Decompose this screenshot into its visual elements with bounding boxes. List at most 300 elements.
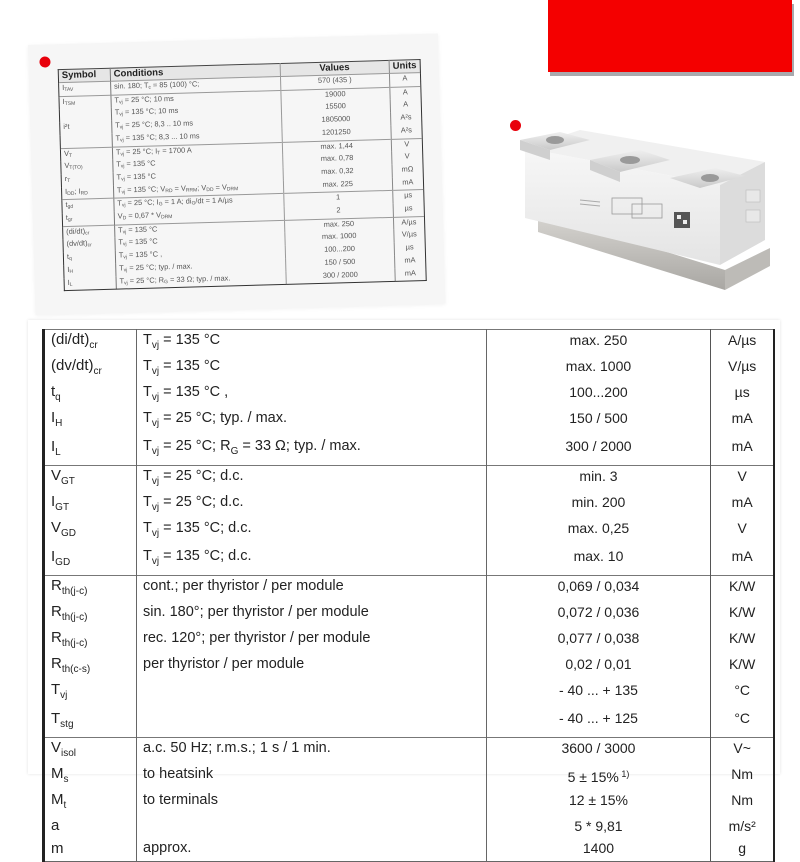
conditions-cell — [137, 680, 487, 706]
text-part: approx. — [143, 840, 192, 856]
text-part: = 85 (100) °C; — [150, 79, 200, 90]
text-part: 100...200 — [569, 384, 628, 400]
header-symbol: Symbol — [58, 68, 110, 82]
text-part: T — [116, 185, 122, 195]
table-row — [44, 790, 775, 816]
thumbnail-table-body — [59, 73, 427, 291]
subscript: GT — [55, 502, 70, 513]
subscript: G — [191, 200, 196, 207]
subscript: cr — [93, 366, 102, 377]
value-cell — [486, 706, 711, 738]
text-part: T — [114, 107, 120, 118]
text-part: a.c. 50 Hz; r.m.s.; 1 s / 1 min. — [143, 740, 331, 756]
text-part: = 1 A; di — [162, 196, 192, 207]
subscript: vj — [120, 137, 124, 144]
text-part: 15500 — [325, 101, 346, 112]
text-part: = 25 °C; R — [127, 274, 165, 285]
conditions-cell — [137, 544, 487, 576]
symbol-cell — [44, 738, 137, 765]
unit-cell: V~ — [711, 738, 774, 765]
text-part: I — [62, 96, 65, 106]
unit-cell: V — [711, 518, 774, 544]
subscript: vj — [151, 528, 160, 539]
text-part: sin. 180; T — [113, 80, 149, 91]
text-part: T — [116, 159, 121, 169]
text-part: = 135 °C , — [159, 384, 229, 400]
text-part: sin. 180°; per thyristor / per module — [143, 604, 369, 620]
text-part: T — [116, 172, 122, 182]
unit-cell: A — [389, 73, 421, 88]
value-cell — [486, 654, 711, 680]
text-part: 1 — [335, 192, 341, 202]
text-part: V — [117, 211, 123, 221]
text-part: T — [115, 120, 120, 130]
subscript: vj — [151, 366, 160, 377]
text-part: 5 * 9,81 — [574, 818, 623, 834]
subscript: GD — [55, 557, 71, 568]
text-part: T — [143, 548, 152, 564]
spec-table — [42, 329, 775, 862]
symbol-cell — [44, 790, 137, 816]
text-part: T — [119, 275, 125, 286]
conditions-cell — [137, 654, 487, 680]
subscript: vj — [151, 340, 160, 351]
text-part: T — [143, 358, 152, 374]
text-part: 0,072 / 0,036 — [557, 604, 640, 620]
unit-cell: K/W — [711, 602, 774, 628]
text-part: V — [51, 467, 62, 484]
symbol-cell — [44, 544, 137, 576]
value-cell — [486, 544, 711, 576]
subscript: TAV — [64, 86, 74, 94]
conditions-cell — [137, 408, 487, 434]
text-part: = 135 °C — [126, 224, 158, 235]
table-row — [44, 602, 775, 628]
text-part: min. 200 — [571, 494, 626, 510]
subscript: vj — [124, 279, 128, 286]
subscript: vj — [121, 202, 126, 209]
conditions-cell — [137, 434, 487, 466]
subscript: stg — [60, 719, 74, 730]
subscript: vj — [151, 556, 160, 567]
subscript: GD — [61, 528, 77, 539]
unit-cell: mA — [711, 408, 774, 434]
value-cell — [486, 330, 711, 357]
unit-cell: °C — [711, 706, 774, 738]
unit-cell: mA — [711, 544, 774, 576]
table-row — [44, 382, 775, 408]
text-part: I — [67, 264, 70, 274]
text-part: V — [51, 519, 62, 536]
symbol-cell — [44, 518, 137, 544]
symbol-cell — [44, 816, 137, 836]
table-row — [44, 764, 775, 790]
symbol-cell — [44, 408, 137, 434]
subscript: G — [230, 446, 239, 457]
symbol-cell — [44, 576, 137, 603]
text-part: = 135 °C; d.c. — [159, 520, 252, 536]
value-cell — [486, 408, 711, 434]
conditions-cell — [137, 382, 487, 408]
subscript: c — [148, 84, 152, 91]
header-conditions: Conditions — [110, 63, 280, 81]
text-part: T — [51, 710, 61, 727]
text-part: /dt = 1 A/µs — [195, 195, 233, 206]
text-part: V — [63, 148, 70, 158]
text-part: T — [114, 95, 120, 105]
symbol-cell — [44, 434, 137, 466]
subscript: L — [69, 281, 73, 288]
text-part: max. 0,25 — [567, 520, 630, 536]
value-cell — [486, 492, 711, 518]
text-part: t — [66, 252, 70, 262]
subscript: vj — [118, 99, 123, 106]
symbol-cell — [44, 680, 137, 706]
text-part: = 25 °C; 10 ms — [122, 93, 174, 105]
unit-cell: K/W — [711, 576, 774, 603]
symbol-cell — [44, 356, 137, 382]
text-part: T — [143, 384, 152, 400]
text-part: a — [51, 817, 60, 834]
subscript: th(c-s) — [61, 664, 91, 675]
text-part: R — [51, 655, 62, 672]
symbol-cell — [44, 492, 137, 518]
text-part: M — [51, 765, 64, 782]
subscript: vj — [121, 176, 125, 183]
text-part: = 1700 A — [160, 144, 192, 155]
value-cell — [486, 518, 711, 544]
table-row — [44, 576, 775, 603]
text-part: = 25 °C; typ. / max. — [127, 261, 193, 273]
text-part: ; V — [197, 182, 207, 192]
subscript: T(TO) — [69, 164, 83, 172]
text-part: max. 1000 — [565, 358, 632, 374]
subscript: DRM — [226, 185, 239, 193]
text-part: T — [117, 198, 122, 208]
symbol-cell — [44, 706, 137, 738]
text-part: 150 / 500 — [569, 410, 628, 426]
subscript: isol — [61, 748, 77, 759]
subscript: cr — [85, 230, 90, 237]
text-part: = 33 Ω; typ. / max. — [167, 272, 231, 284]
text-part: 3600 / 3000 — [561, 740, 636, 756]
unit-cell: mA — [395, 268, 427, 282]
unit-cell: V/µs — [711, 356, 774, 382]
subscript: vj — [119, 111, 124, 118]
conditions-cell — [137, 466, 487, 493]
conditions-cell — [137, 576, 487, 603]
subscript: DRM — [160, 214, 173, 221]
unit-cell: A — [390, 86, 422, 100]
text-part: to heatsink — [143, 766, 214, 782]
subscript: cr — [89, 340, 98, 351]
text-part: max. 1,44 — [320, 140, 354, 151]
subscript: RD — [165, 187, 173, 194]
value-cell — [486, 576, 711, 603]
symbol-cell — [64, 276, 116, 291]
conditions-cell — [137, 356, 487, 382]
subscript: vj — [120, 150, 125, 157]
subscript: vj — [123, 267, 128, 274]
red-banner — [548, 0, 792, 72]
symbol-cell — [44, 764, 137, 790]
text-part: i²t — [63, 121, 70, 132]
value-cell — [486, 382, 711, 408]
datasheet-spec-panel — [28, 320, 780, 857]
text-part: V — [64, 161, 70, 171]
text-part: 150 / 500 — [324, 256, 356, 267]
unit-cell: K/W — [711, 654, 774, 680]
text-part: = 135 °C — [126, 236, 158, 247]
text-part: = 25 °C; d.c. — [159, 494, 244, 510]
text-part: = 135 °C — [159, 332, 221, 348]
red-marker-dot — [39, 56, 50, 67]
subscript: DD — [206, 186, 214, 193]
subscript: th(j-c) — [61, 612, 88, 623]
unit-cell: Nm — [711, 764, 774, 790]
value-cell — [486, 836, 711, 862]
unit-cell: mA — [711, 492, 774, 518]
datasheet-thumbnail-card — [28, 34, 445, 315]
text-part: T — [143, 494, 152, 510]
subscript: DD — [67, 190, 75, 197]
value-cell — [486, 602, 711, 628]
subscript: vj — [122, 241, 127, 248]
text-part: max. 250 — [323, 218, 355, 229]
conditions-cell — [137, 330, 487, 357]
subscript: t — [63, 800, 67, 811]
text-part: T — [115, 146, 121, 157]
text-part: = 25 °C; 8,3 .. 10 ms — [123, 118, 194, 130]
unit-cell: mA — [394, 255, 426, 269]
subscript: GT — [61, 476, 75, 487]
text-part: T — [143, 410, 152, 426]
symbol-cell — [44, 836, 137, 862]
text-part: T — [143, 332, 152, 348]
text-part: = 135 °C; d.c. — [159, 548, 252, 564]
text-part: T — [143, 520, 152, 536]
text-part: = 25 °C; d.c. — [159, 468, 244, 484]
text-part: per thyristor / per module — [143, 656, 305, 672]
text-part: T — [143, 468, 152, 484]
text-part: I — [64, 186, 68, 196]
unit-cell: A²s — [391, 125, 423, 139]
value-cell — [486, 816, 711, 836]
text-part: R — [51, 603, 62, 620]
unit-cell: µs — [393, 203, 425, 217]
value-cell — [486, 738, 711, 765]
thyristor-module-photo — [520, 130, 780, 300]
unit-cell: K/W — [711, 628, 774, 654]
text-part: = 135 °C; 10 ms — [122, 106, 179, 117]
unit-cell: A — [390, 99, 422, 113]
text-part: m — [51, 840, 64, 857]
text-part: = 25 °C; R — [159, 438, 231, 454]
text-part: - 40 ... + 135 — [558, 682, 638, 698]
table-row — [44, 836, 775, 862]
unit-cell: mΩ — [392, 164, 424, 178]
text-part: = 25 °C; I — [123, 145, 158, 156]
conditions-cell — [137, 706, 487, 738]
text-part: (di/dt) — [51, 331, 90, 348]
text-part: I — [62, 83, 65, 93]
text-part: 2 — [336, 205, 341, 215]
text-part: 100...200 — [324, 244, 356, 254]
value-cell — [486, 680, 711, 706]
subscript: vj — [151, 418, 160, 429]
subscript: T — [68, 152, 73, 159]
subscript: TSM — [64, 100, 76, 107]
subscript: s — [63, 774, 69, 785]
text-part: = V — [213, 182, 227, 192]
thumbnail-spec-table — [58, 59, 427, 291]
text-part: max. 1000 — [321, 231, 357, 242]
text-part: max. 225 — [322, 178, 354, 189]
subscript: gd — [67, 204, 74, 211]
text-part: T — [51, 681, 61, 698]
text-part: I — [51, 493, 56, 510]
unit-cell: m/s² — [711, 816, 774, 836]
subscript: th(j-c) — [61, 586, 88, 597]
symbol-cell — [44, 382, 137, 408]
table-row — [44, 628, 775, 654]
unit-cell: A²s — [390, 112, 422, 126]
conditions-cell — [137, 790, 487, 816]
unit-cell: V — [391, 151, 423, 165]
table-row — [44, 654, 775, 680]
text-part: cont.; per thyristor / per module — [143, 578, 344, 594]
text-part: (di/dt) — [66, 226, 86, 236]
text-part: = 33 Ω; typ. / max. — [238, 438, 361, 454]
table-row — [44, 816, 775, 836]
conditions-cell — [137, 738, 487, 765]
text-part: T — [118, 237, 124, 247]
subscript: H — [69, 268, 74, 275]
text-part: = 135 °C — [159, 358, 221, 374]
subscript: vj — [60, 690, 68, 701]
unit-cell: µs — [711, 382, 774, 408]
text-part: = 135 °C; V — [124, 183, 166, 194]
text-part: = 135 °C , — [126, 249, 163, 260]
unit-cell: mA — [392, 177, 424, 191]
symbol-cell — [44, 466, 137, 493]
text-part: 19000 — [324, 88, 346, 99]
symbol-cell — [44, 628, 137, 654]
subscript: vj — [151, 392, 160, 403]
unit-cell: V/µs — [394, 229, 426, 243]
subscript: vj — [120, 163, 125, 170]
spec-table-body — [44, 330, 775, 862]
header-units: Units — [389, 60, 421, 74]
table-row — [44, 330, 775, 357]
text-part: max. 10 — [573, 548, 624, 564]
value-cell — [286, 268, 395, 284]
header-values: Values — [280, 60, 389, 76]
footnote-ref: 1) — [618, 769, 630, 779]
text-part: = 0,67 * V — [126, 210, 162, 221]
text-part: = 135 °C — [124, 158, 156, 169]
value-cell — [486, 790, 711, 816]
text-part: T — [115, 133, 121, 143]
subscript: T — [157, 149, 161, 156]
subscript: q — [55, 392, 61, 403]
unit-cell: µs — [394, 242, 426, 256]
table-row — [44, 706, 775, 738]
text-part: I — [51, 409, 56, 426]
subscript: vj — [151, 476, 160, 487]
unit-cell: g — [711, 836, 774, 862]
subscript: vj — [122, 229, 127, 236]
subscript: RRM — [185, 186, 198, 194]
conditions-cell — [137, 816, 487, 836]
subscript: RD — [80, 190, 88, 197]
text-part: max. 250 — [569, 332, 628, 348]
conditions-cell — [137, 602, 487, 628]
conditions-cell — [137, 518, 487, 544]
text-part: 570 (435 ) — [317, 74, 352, 85]
unit-cell: °C — [711, 680, 774, 706]
text-part: min. 3 — [579, 468, 618, 484]
subscript: vj — [151, 446, 160, 457]
value-cell — [486, 466, 711, 493]
text-part: t — [51, 383, 56, 400]
text-part: 300 / 2000 — [322, 269, 358, 280]
text-part: max. 0,78 — [320, 153, 354, 164]
text-part: R — [51, 577, 62, 594]
conditions-cell — [137, 628, 487, 654]
text-part: max. 0,32 — [321, 165, 354, 176]
text-part: I — [67, 277, 70, 287]
unit-cell: V — [391, 138, 423, 152]
text-part: = 135 °C; 8,3 ... 10 ms — [123, 131, 200, 143]
unit-cell: µs — [392, 190, 424, 204]
table-row — [44, 434, 775, 466]
text-part: = V — [172, 183, 186, 193]
conditions-cell — [137, 492, 487, 518]
text-part: 5 ± 15% — [567, 769, 619, 785]
subscript: vj — [121, 188, 126, 196]
text-part: R — [51, 629, 62, 646]
text-part: I — [51, 438, 56, 455]
table-row — [44, 738, 775, 765]
text-part: rec. 120°; per thyristor / per module — [143, 630, 371, 646]
text-part: T — [118, 250, 124, 260]
text-part: (dv/dt) — [51, 357, 94, 374]
text-part: I — [51, 548, 56, 565]
subscript: q — [68, 256, 72, 263]
table-row — [44, 680, 775, 706]
text-part: = 25 °C; I — [125, 197, 159, 208]
subscript: G — [164, 278, 169, 285]
subscript: G — [158, 201, 163, 208]
symbol-cell — [44, 602, 137, 628]
table-row — [44, 544, 775, 576]
subscript: D — [122, 215, 127, 222]
text-part: 0,077 / 0,038 — [557, 630, 640, 646]
table-row — [44, 492, 775, 518]
value-cell — [486, 764, 711, 790]
value-cell — [486, 356, 711, 382]
text-part: r — [64, 173, 68, 183]
text-part: ; I — [74, 186, 81, 196]
symbol-cell — [59, 81, 111, 96]
subscript: T — [67, 177, 71, 184]
table-row — [44, 466, 775, 493]
conditions-cell — [137, 836, 487, 862]
text-part: to terminals — [143, 792, 218, 808]
value-cell — [486, 434, 711, 466]
subscript: vj — [151, 502, 160, 513]
